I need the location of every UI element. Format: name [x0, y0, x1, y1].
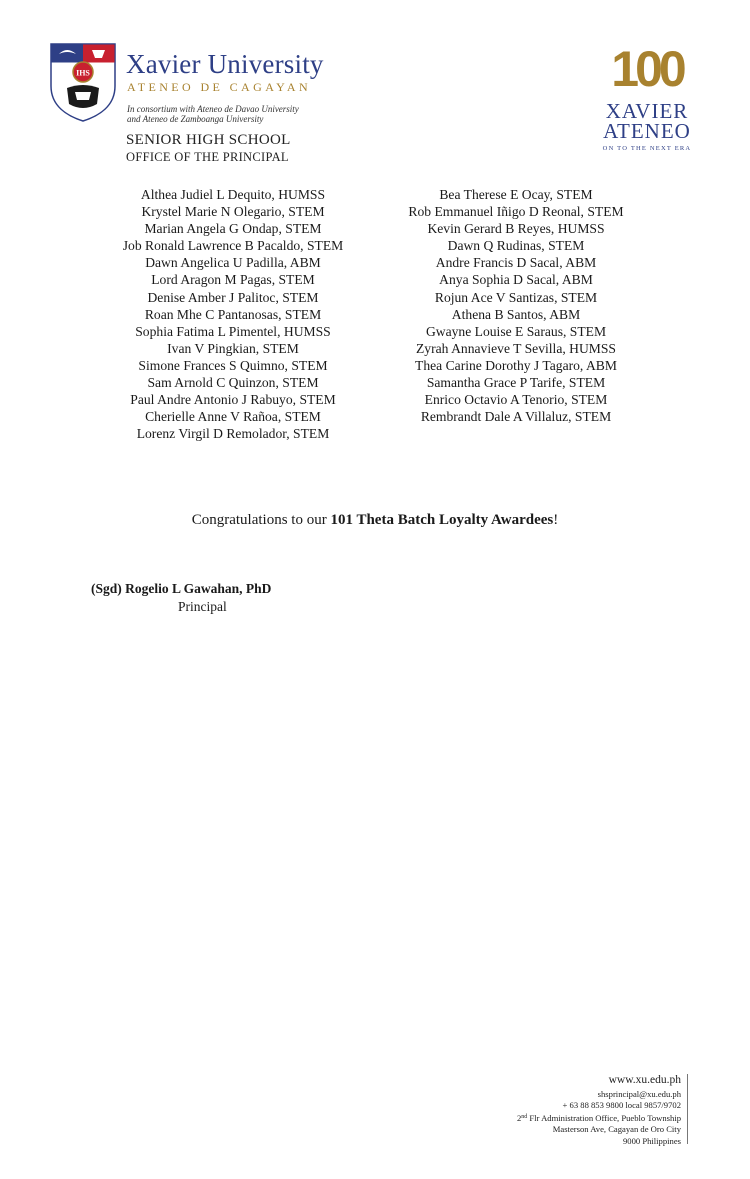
congrats-prefix: Congratulations to our: [191, 512, 331, 528]
footer-phone: + 63 88 853 9800 local 9857/9702: [562, 1100, 681, 1111]
awardee-name: Paul Andre Antonio J Rabuyo, STEM: [130, 392, 336, 408]
university-subtitle: ATENEO DE CAGAYAN: [127, 80, 312, 94]
footer-email[interactable]: shsprincipal@xu.edu.ph: [597, 1089, 681, 1099]
footer-address-line-2: Masterson Ave, Cagayan de Oro City: [552, 1124, 681, 1135]
footer-address-line-1: [517, 1112, 681, 1124]
awardee-name: Krystel Marie N Olegario, STEM: [141, 204, 325, 220]
centennial-tagline: ON TO THE NEXT ERA: [602, 145, 692, 152]
awardee-name: Lorenz Virgil D Remolador, STEM: [136, 426, 330, 442]
awardee-name: Ivan V Pingkian, STEM: [167, 340, 299, 356]
floor-suffix: nd: [521, 1113, 528, 1120]
floor-number: 2: [516, 1112, 522, 1123]
awardee-name: Bea Therese E Ocay, STEM: [439, 187, 593, 202]
congrats-emphasis: 101 Theta Batch Loyalty Awardees: [330, 512, 554, 528]
signatory-title: Principal: [178, 599, 227, 614]
awardee-name: Andre Francis D Sacal, ABM: [435, 255, 597, 271]
footer-website[interactable]: www.xu.edu.ph: [608, 1074, 681, 1086]
awardee-name: Denise Amber J Palitoc, STEM: [147, 289, 319, 305]
congratulations-message: [0, 510, 750, 530]
awardee-name: Althea Judiel L Dequito, HUMSS: [140, 187, 326, 202]
awardee-name: Enrico Octavio A Tenorio, STEM: [424, 392, 608, 408]
office-name: OFFICE OF THE PRINCIPAL: [126, 150, 289, 164]
footer-address-line-3: 9000 Philippines: [622, 1135, 681, 1146]
awardee-name: Marian Angela G Ondap, STEM: [144, 221, 322, 237]
centennial-logo: [588, 46, 706, 154]
centennial-xavier: XAVIER: [605, 99, 689, 123]
university-crest-logo: [49, 42, 117, 122]
congrats-suffix: !: [553, 512, 559, 528]
awardee-name: Samantha Grace P Tarife, STEM: [426, 375, 606, 391]
consortium-line-2: and Ateneo de Zamboanga University: [127, 114, 264, 124]
awardee-name: Job Ronald Lawrence B Pacaldo, STEM: [122, 238, 344, 254]
awardee-name: Zyrah Annavieve T Sevilla, HUMSS: [416, 340, 616, 356]
awardee-name: Simone Frances S Quimno, STEM: [138, 357, 328, 373]
footer-contact: [517, 1074, 681, 1147]
address-line-1-rest: Flr Administration Office, Pueblo Township: [527, 1112, 681, 1123]
awardee-name: Dawn Q Rudinas, STEM: [447, 238, 585, 254]
signatory-name: (Sgd) Rogelio L Gawahan, PhD: [91, 581, 272, 596]
awardee-name: Sam Arnold C Quinzon, STEM: [147, 375, 319, 391]
department-name: SENIOR HIGH SCHOOL: [126, 132, 291, 148]
awardee-name: Cherielle Anne V Rañoa, STEM: [145, 409, 321, 425]
consortium-line-1: In consortium with Ateneo de Davao University: [127, 104, 299, 114]
awardee-name: Roan Mhe C Pantanosas, STEM: [144, 306, 322, 322]
awardees-left-column: [108, 186, 358, 442]
university-name: Xavier University: [126, 49, 324, 79]
awardee-name: Kevin Gerard B Reyes, HUMSS: [427, 221, 605, 237]
awardees-right-column: [391, 186, 641, 425]
awardee-name: Lord Aragon M Pagas, STEM: [151, 272, 315, 288]
awardee-name: Anya Sophia D Sacal, ABM: [439, 272, 593, 288]
consortium-note: [127, 104, 299, 124]
awardee-name: Athena B Santos, ABM: [451, 306, 581, 322]
awardee-name: Rojun Ace V Santizas, STEM: [434, 289, 598, 305]
footer-divider: [687, 1074, 688, 1144]
crest-monogram: IHS: [76, 68, 90, 78]
awardee-name: Thea Carine Dorothy J Tagaro, ABM: [415, 357, 617, 373]
awardee-name: Rembrandt Dale A Villaluz, STEM: [420, 409, 612, 425]
awardee-name: Sophia Fatima L Pimentel, HUMSS: [135, 323, 331, 339]
awardee-name: Gwayne Louise E Saraus, STEM: [425, 323, 607, 339]
awardee-name: Rob Emmanuel Iñigo D Reonal, STEM: [408, 204, 624, 220]
awardee-name: Dawn Angelica U Padilla, ABM: [145, 255, 321, 271]
centennial-number: 100: [611, 46, 683, 97]
centennial-ateneo: ATENEO: [603, 119, 691, 143]
